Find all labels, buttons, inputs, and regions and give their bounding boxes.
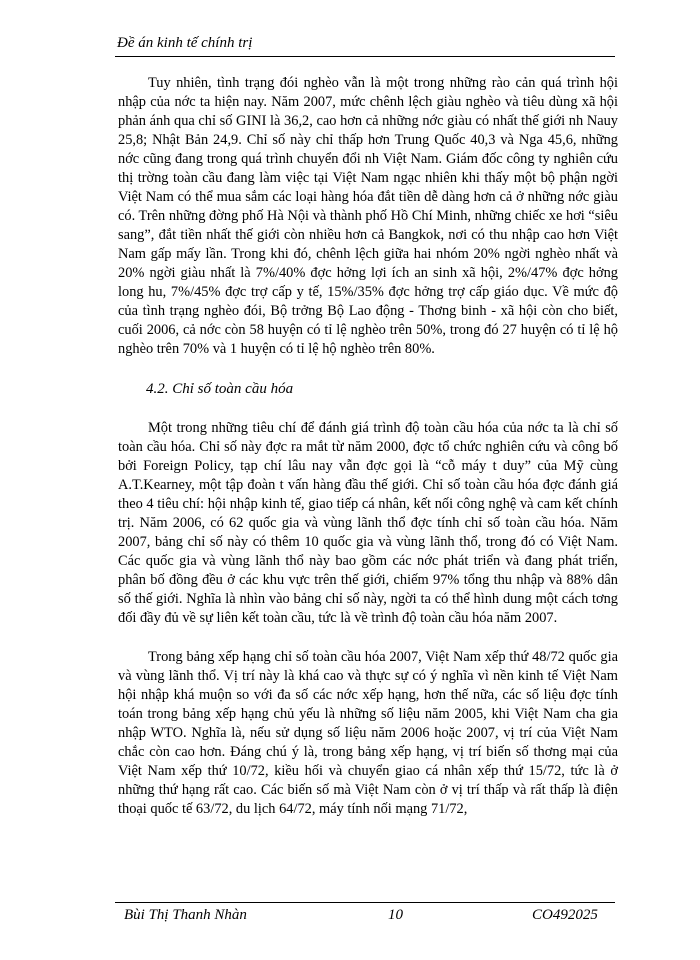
document-code: CO492025 [532, 907, 598, 923]
header-title: Đề án kinh tế chính trị [117, 35, 253, 51]
section-heading: 4.2. Chỉ số toàn cầu hóa [146, 381, 294, 397]
paragraph-globalization-index: Một trong những tiêu chí để đánh giá trình độ toàn cầu hóa của nớc ta là chỉ số toàn cầu hóa. Chỉ số này đợc ra mắt từ năm 2000, đợc tổ chức nghiên cứu và công bố bởi Foreign Policy, tạp chí lâu nay vẫn đợc gọi là “cỗ máy t duy” của Mỹ cùng A.T.Kearney, một tập đoàn t vấn hàng đầu thế giới. Chỉ số toàn cầu hóa đợc đánh giá theo 4 tiêu chí: hội nhập kinh tế, giao tiếp cá nhân, kết nối công nghệ và cam kết chính trị. Năm 2006, có 62 quốc gia và vùng lãnh thổ đợc tính chỉ số toàn cầu hóa. Năm 2007, bảng chỉ số này có thêm 10 quốc gia và vùng lãnh thổ, trong đó có Việt Nam. Các quốc gia và vùng lãnh thổ này bao gồm các nớc phát triển và đang phát triển, phân bố đồng đều ở các khu vực trên thế giới, chiếm 97% tổng thu nhập và 88% dân số thế giới. Nghĩa là nhìn vào bảng chỉ số này, ngời ta có thể hình dung một cách tơng đối đầy đủ về sự liên kết toàn cầu, tức là về trình độ toàn cầu hóa năm 2007. [118, 420, 618, 626]
document-body [118, 74, 618, 819]
paragraph-spacer [118, 628, 618, 648]
footer-divider [115, 902, 615, 903]
footer-author: Bùi Thị Thanh Nhàn [124, 907, 247, 923]
paragraph-vietnam-ranking: Trong bảng xếp hạng chỉ số toàn cầu hóa 2007, Việt Nam xếp thứ 48/72 quốc gia và vùng lãnh thổ. Vị trí này là khá cao và thực sự có ý nghĩa vì nền kinh tế Việt Nam hội nhập khá muộn so với đa số các nớc xếp hạng, hơn thế nữa, các số liệu đợc tính toán trong bảng xếp hạng chủ yếu là những số liệu năm 2005, khi Việt Nam cha gia nhập WTO. Nghĩa là, nếu sử dụng số liệu năm 2006 hoặc 2007, vị trí của Việt Nam chắc còn cao hơn. Đáng chú ý là, trong bảng xếp hạng, vị trí biến số thơng mại của Việt Nam xếp thứ 10/72, kiều hối và chuyển giao cá nhân xếp thứ 15/72, tức là ở những thứ hạng rất cao. Các biến số mà Việt Nam còn ở vị trí thấp và rất thấp là điện thoại quốc tế 63/72, du lịch 64/72, máy tính nối mạng 71/72, [118, 649, 618, 817]
header-divider [115, 56, 615, 57]
paragraph-poverty: Tuy nhiên, tình trạng đói nghèo vẫn là một trong những rào cản quá trình hội nhập của nớc ta hiện nay. Năm 2007, mức chênh lệch giàu nghèo và tiêu dùng xã hội phản ánh qua chỉ số GINI là 36,2, cao hơn cả những nớc giàu có nhất thế giới nh Nauy 25,8; Nhật Bản 24,9. Chỉ số này chỉ thấp hơn Trung Quốc 40,3 và Nga 45,6, những nớc cũng đang trong quá trình chuyển đổi nh Việt Nam. Giám đốc công ty nghiên cứu thị trờng toàn cầu đang làm việc tại Việt Nam ngạc nhiên khi thấy một bộ phận ngời Việt Nam có thể mua sắm các loại hàng hóa đắt tiền dễ dàng hơn cả ở những nớc giàu có. Trên những đờng phố Hà Nội và thành phố Hồ Chí Minh, những chiếc xe hơi “siêu sang”, đắt tiền nhất thế giới còn nhiều hơn cả Bangkok, nơi có thu nhập cao hơn Việt Nam gấp mấy lần. Trong khi đó, chênh lệch giữa hai nhóm 20% ngời nghèo nhất và 20% ngời giàu nhất là 7%/40% đợc hởng lợi ích an sinh xã hội, 2%/47% đợc hởng long hu, 7%/45% đợc trợ cấp y tế, 15%/35% đợc hởng trợ cấp giáo dục. Về mức độ của tình trạng nghèo đói, Bộ trởng Bộ Lao động - Thơng binh - xã hội còn cho biết, cuối 2006, cả nớc còn 58 huyện có tỉ lệ nghèo trên 50%, trong đó 27 huyện có tỉ lệ hộ nghèo trên 70% và 1 huyện có tỉ lệ hộ nghèo trên 80%. [118, 75, 618, 357]
page-number: 10 [388, 907, 403, 923]
